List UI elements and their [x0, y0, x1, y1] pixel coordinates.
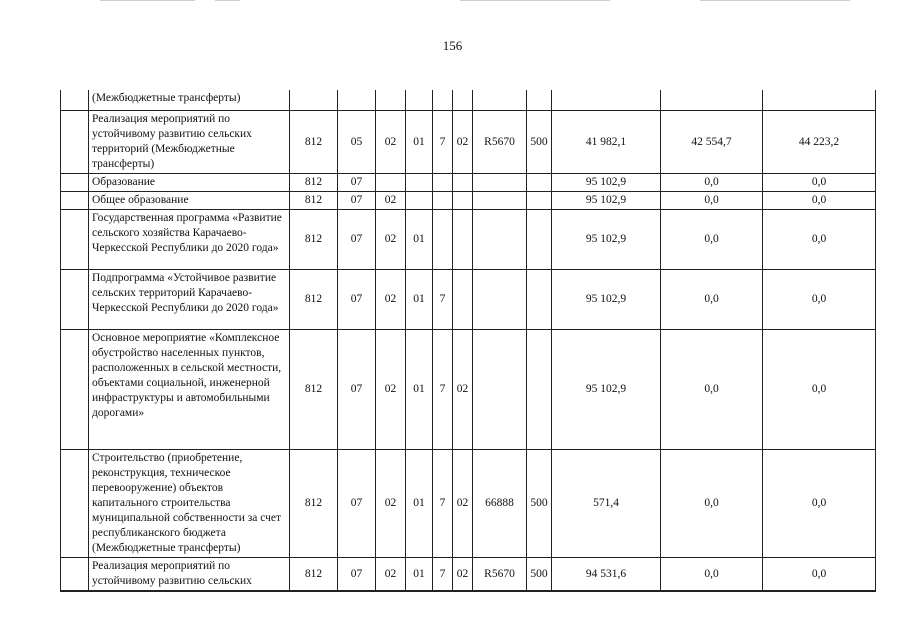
code-podrazdel: 02 [376, 270, 406, 330]
row-name: Государственная программа «Развитие сельского хозяйства Карачаево-Черкесской Республики до 2020 года» [89, 210, 290, 270]
amount-year-3: 0,0 [763, 174, 876, 192]
table-row [61, 558, 876, 592]
amount-year-1: 95 102,9 [552, 330, 661, 450]
blank-cell [61, 450, 89, 558]
code-podrazdel: 02 [376, 330, 406, 450]
code-program: 01 [406, 210, 433, 270]
code-subprogram: 7 [433, 111, 453, 174]
amount-year-1: 95 102,9 [552, 270, 661, 330]
code-measure [453, 192, 473, 210]
table-row [61, 270, 876, 330]
table-row [61, 330, 876, 450]
code-razdel: 07 [338, 330, 376, 450]
row-name: Реализация мероприятий по устойчивому развитию сельских [89, 558, 290, 592]
code-measure: 02 [453, 111, 473, 174]
code-program: 01 [406, 270, 433, 330]
code-podrazdel: 02 [376, 192, 406, 210]
code-program [406, 90, 433, 111]
amount-year-1: 571,4 [552, 450, 661, 558]
amount-year-2: 42 554,7 [661, 111, 763, 174]
blank-cell [61, 111, 89, 174]
code-direction: 66888 [473, 450, 527, 558]
code-direction [473, 270, 527, 330]
code-razdel: 07 [338, 192, 376, 210]
code-direction: R5670 [473, 558, 527, 592]
amount-year-3: 0,0 [763, 330, 876, 450]
amount-year-1: 95 102,9 [552, 192, 661, 210]
blank-cell [61, 330, 89, 450]
amount-year-3: 0,0 [763, 192, 876, 210]
code-measure [453, 210, 473, 270]
code-razdel: 07 [338, 558, 376, 592]
code-glava: 812 [290, 558, 338, 592]
blank-cell [61, 210, 89, 270]
blank-cell [61, 558, 89, 592]
amount-year-2: 0,0 [661, 558, 763, 592]
amount-year-3: 0,0 [763, 270, 876, 330]
amount-year-2: 0,0 [661, 450, 763, 558]
code-razdel [338, 90, 376, 111]
code-glava: 812 [290, 270, 338, 330]
code-razdel: 05 [338, 111, 376, 174]
code-glava [290, 90, 338, 111]
amount-year-2: 0,0 [661, 174, 763, 192]
amount-year-3: 0,0 [763, 558, 876, 592]
amount-year-3 [763, 90, 876, 111]
code-subprogram [433, 192, 453, 210]
top-edge-line [100, 0, 195, 1]
code-measure [453, 270, 473, 330]
amount-year-1: 94 531,6 [552, 558, 661, 592]
blank-cell [61, 270, 89, 330]
amount-year-2: 0,0 [661, 210, 763, 270]
code-podrazdel: 02 [376, 450, 406, 558]
amount-year-3: 0,0 [763, 450, 876, 558]
code-razdel: 07 [338, 174, 376, 192]
table-row [61, 90, 876, 111]
code-podrazdel: 02 [376, 111, 406, 174]
code-expense-type [527, 210, 552, 270]
row-name: Основное мероприятие «Комплексное обустройство населенных пунктов, расположенных в сельской местности, объектами социальной, инженерной инфраструктуры и автомобильными дорогами» [89, 330, 290, 450]
table-row [61, 450, 876, 558]
code-razdel: 07 [338, 270, 376, 330]
amount-year-2: 0,0 [661, 192, 763, 210]
table-row [61, 192, 876, 210]
code-razdel: 07 [338, 210, 376, 270]
code-glava: 812 [290, 192, 338, 210]
amount-year-1: 95 102,9 [552, 174, 661, 192]
code-program [406, 192, 433, 210]
row-name: Общее образование [89, 192, 290, 210]
code-direction [473, 90, 527, 111]
code-expense-type [527, 174, 552, 192]
top-edge-line [700, 0, 850, 1]
code-expense-type [527, 90, 552, 111]
code-direction [473, 174, 527, 192]
budget-table [60, 90, 876, 592]
code-program: 01 [406, 558, 433, 592]
amount-year-3: 44 223,2 [763, 111, 876, 174]
code-glava: 812 [290, 210, 338, 270]
amount-year-2: 0,0 [661, 270, 763, 330]
code-program [406, 174, 433, 192]
code-podrazdel: 02 [376, 558, 406, 592]
code-podrazdel [376, 174, 406, 192]
table-row [61, 210, 876, 270]
amount-year-3: 0,0 [763, 210, 876, 270]
code-subprogram: 7 [433, 450, 453, 558]
code-expense-type [527, 270, 552, 330]
table-row [61, 111, 876, 174]
row-name: Строительство (приобретение, реконструкция, техническое перевооружение) объектов капитального строительства муниципальной собственности за счет республиканского бюджета (Межбюджетные трансферты) [89, 450, 290, 558]
row-name: Подпрограмма «Устойчивое развитие сельских территорий Карачаево-Черкесской Республики до 2020 года» [89, 270, 290, 330]
code-subprogram [433, 174, 453, 192]
amount-year-1 [552, 90, 661, 111]
amount-year-2: 0,0 [661, 330, 763, 450]
code-expense-type: 500 [527, 558, 552, 592]
blank-cell [61, 174, 89, 192]
code-measure: 02 [453, 330, 473, 450]
table-row [61, 174, 876, 192]
amount-year-1: 95 102,9 [552, 210, 661, 270]
code-direction [473, 330, 527, 450]
code-measure: 02 [453, 450, 473, 558]
code-podrazdel: 02 [376, 210, 406, 270]
row-name: Образование [89, 174, 290, 192]
code-program: 01 [406, 450, 433, 558]
blank-cell [61, 192, 89, 210]
code-glava: 812 [290, 330, 338, 450]
page-number: 156 [442, 38, 463, 53]
code-razdel: 07 [338, 450, 376, 558]
blank-cell [61, 90, 89, 111]
code-subprogram: 7 [433, 270, 453, 330]
amount-year-1: 41 982,1 [552, 111, 661, 174]
code-glava: 812 [290, 111, 338, 174]
code-glava: 812 [290, 450, 338, 558]
code-program: 01 [406, 330, 433, 450]
code-subprogram [433, 90, 453, 111]
row-name: (Межбюджетные трансферты) [89, 90, 290, 111]
code-subprogram: 7 [433, 558, 453, 592]
code-expense-type: 500 [527, 450, 552, 558]
code-direction [473, 210, 527, 270]
code-podrazdel [376, 90, 406, 111]
code-subprogram [433, 210, 453, 270]
code-measure: 02 [453, 558, 473, 592]
table-body [61, 90, 876, 591]
code-measure [453, 90, 473, 111]
code-expense-type [527, 330, 552, 450]
code-expense-type: 500 [527, 111, 552, 174]
code-program: 01 [406, 111, 433, 174]
code-direction: R5670 [473, 111, 527, 174]
code-glava: 812 [290, 174, 338, 192]
code-direction [473, 192, 527, 210]
top-edge-line [460, 0, 610, 1]
code-measure [453, 174, 473, 192]
top-edge-line [215, 0, 240, 1]
row-name: Реализация мероприятий по устойчивому развитию сельских территорий (Межбюджетные трансферты) [89, 111, 290, 174]
amount-year-2 [661, 90, 763, 111]
code-subprogram: 7 [433, 330, 453, 450]
code-expense-type [527, 192, 552, 210]
